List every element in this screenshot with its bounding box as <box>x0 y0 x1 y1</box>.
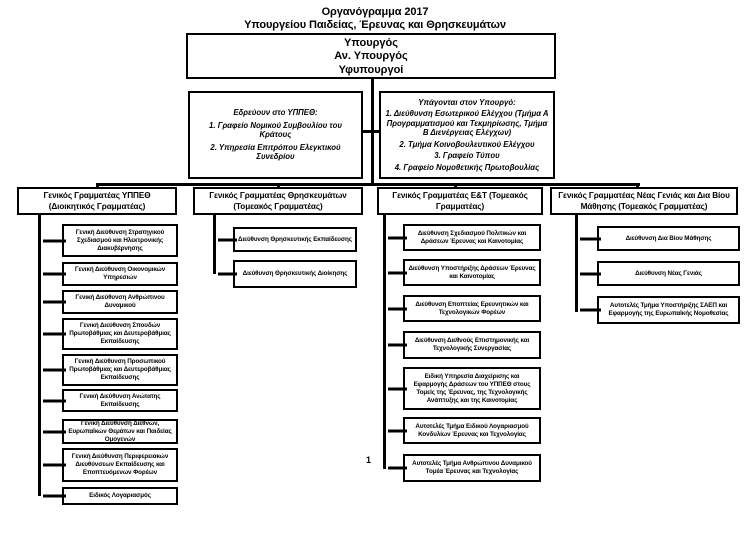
seated-at-ministry-box <box>188 91 363 179</box>
connector-spine-col3 <box>383 215 386 469</box>
org-unit-label: Διεύθυνση Διεθνούς Επιστημονικής και Τεχνολογικής Συνεργασίας <box>414 337 530 352</box>
minister-box <box>186 33 556 79</box>
org-unit-label: Γενική Διεύθυνση Περιφερειακών Διευθύνσεων Εκπαίδευσης και Εποπτευόμενων Φορέων <box>71 453 169 476</box>
org-unit-label: Γενική Διεύθυνση Ανθρώπινου Δυναμικού <box>75 294 165 309</box>
minister-label: Υπουργός <box>344 36 398 49</box>
org-unit-label: Διεύθυνση Εποπτείας Ερευνητικών και Τεχνολογικών Φορέων <box>415 300 529 316</box>
connector-info-boxes-horizontal <box>363 130 379 133</box>
org-unit-label: Διεύθυνση Δια Βίου Μάθησης <box>625 234 712 242</box>
org-unit-box <box>403 295 541 322</box>
org-unit-label: Γενική Διεύθυνση Ανώτατης Εκπαίδευσης <box>79 392 161 408</box>
org-unit-box <box>233 260 357 288</box>
org-unit-label: Διεύθυνση Θρησκευτικής Εκπαίδευσης <box>238 235 352 243</box>
seated-at-ministry-item: 1. Γραφείο Νομικού Συμβουλίου του Κράτους <box>209 120 342 140</box>
org-unit-box <box>62 290 178 314</box>
seated-at-ministry-heading: Εδρεύουν στο ΥΠΠΕΘ: <box>233 108 318 118</box>
org-unit-box <box>62 448 178 482</box>
org-unit-label: Γενική Διεύθυνση Οικονομικών Υπηρεσιών <box>74 266 166 281</box>
reporting-to-minister-item: 2. Τμήμα Κοινοβουλευτικού Ελέγχου <box>399 139 535 149</box>
secretariat-header-yppeth: Γενικός Γραμματέας ΥΠΠΕΘ (Διοικητικός Γραμματέας) <box>17 187 177 215</box>
reporting-to-minister-box <box>379 91 555 179</box>
org-unit-box <box>403 224 541 251</box>
org-unit-box <box>403 367 541 410</box>
page-number: 1 <box>366 455 372 465</box>
deputy-ministers-label: Υφυπουργοί <box>338 63 404 76</box>
chart-subtitle: Υπουργείου Παιδείας, Έρευνας και Θρησκευμάτων <box>244 19 506 31</box>
alternate-minister-label: Αν. Υπουργός <box>334 50 408 62</box>
chart-title: Οργανόγραμμα 2017 <box>321 6 429 18</box>
org-unit-box <box>403 259 541 286</box>
org-unit-label: Ειδική Υπηρεσία Διαχείρισης και Εφαρμογής Δράσεων του ΥΠΠΕΘ στους Τομείς της Έρευνας, της Τεχνολογικής Ανάπτυξης και της Καινοτομίας <box>413 372 531 404</box>
org-unit-box <box>62 224 178 257</box>
org-unit-box <box>597 296 740 324</box>
connector-spine-col1 <box>38 215 41 496</box>
reporting-to-minister-heading: Υπάγονται στον Υπουργό: <box>418 97 516 107</box>
org-unit-label: Αυτοτελές Τμήμα Ανθρώπινου Δυναμικού Τομέα Έρευνας και Τεχνολογίας <box>412 460 532 475</box>
org-unit-box <box>62 262 178 286</box>
reporting-to-minister-item: 3. Γραφείο Τύπου <box>434 151 500 161</box>
org-unit-box <box>403 331 541 359</box>
org-unit-label: Διεύθυνση Νέας Γενιάς <box>635 269 702 277</box>
org-unit-label: Διεύθυνση Σχεδιασμού Πολιτικών και Δράσεων Έρευνας και Καινοτομίας <box>417 229 527 245</box>
secretariat-header-youth-lifelong-learning: Γενικός Γραμματέας Νέας Γενιάς και Δια Βίου Μάθησης (Τομεακός Γραμματέας) <box>550 187 738 215</box>
connector-spine-col4 <box>575 215 578 312</box>
org-unit-label: Αυτοτελές Τμήμα Ειδικού Λογαριασμού Κονδυλίων Έρευνας και Τεχνολογίας <box>415 422 529 438</box>
org-unit-box <box>62 354 178 386</box>
org-unit-label: Ειδικός Λογαριασμός <box>89 492 151 499</box>
org-unit-label: Διεύθυνση Υποστήριξης Δράσεων Έρευνας και Καινοτομίας <box>408 264 536 280</box>
org-unit-box <box>403 417 541 444</box>
org-unit-box <box>403 454 541 482</box>
org-unit-label: Αυτοτελές Τμήμα Υποστήριξης ΣΑΕΠ και Εφαρμογής της Ευρωπαϊκής Νομοθεσίας <box>608 302 729 317</box>
org-unit-box <box>62 419 178 444</box>
org-unit-box <box>62 487 178 505</box>
org-unit-label: Γενική Διεύθυνση Διεθνών, Ευρωπαϊκών Θεμάτων και Παιδείας Ομογενών <box>68 419 172 443</box>
org-unit-label: Γενική Διεύθυνση Σπουδών Πρωτοβάθμιας και Δευτεροβάθμιας Εκπαίδευσης <box>69 322 171 345</box>
org-unit-box <box>597 226 740 251</box>
org-unit-label: Διεύθυνση Θρησκευτικής Διοίκησης <box>242 270 348 277</box>
seated-at-ministry-item: 2. Υπηρεσία Επιτρόπου Ελεγκτικού Συνεδρίου <box>210 142 341 162</box>
org-unit-label: Γενική Διεύθυνση Στρατηγικού Σχεδιασμού και Ηλεκτρονικής Διακυβέρνησης <box>75 228 165 252</box>
org-unit-box <box>62 389 178 412</box>
org-unit-label: Γενική Διεύθυνση Προσωπικού Πρωτοβάθμιας και Δευτεροβάθμιας Εκπαίδευσης <box>69 358 171 381</box>
connector-spine-col2 <box>213 215 216 274</box>
org-unit-box <box>62 318 178 350</box>
reporting-to-minister-item: 1. Διεύθυνση Εσωτερικού Ελέγχου (Τμήμα Α Προγραμματισμού και Τεκμηρίωσης, Τμήμα Β Διενέργειας Ελέγχων) <box>385 109 549 138</box>
connector-rail <box>97 183 640 186</box>
secretariat-header-religious-affairs: Γενικός Γραμματέας Θρησκευμάτων (Τομεακός Γραμματέας) <box>193 187 363 215</box>
secretariat-header-research-technology: Γενικός Γραμματέας Ε&Τ (Τομεακός Γραμματέας) <box>377 187 543 215</box>
org-unit-box <box>233 227 357 252</box>
org-unit-box <box>597 261 740 286</box>
reporting-to-minister-item: 4. Γραφείο Νομοθετικής Πρωτοβουλίας <box>394 162 540 172</box>
